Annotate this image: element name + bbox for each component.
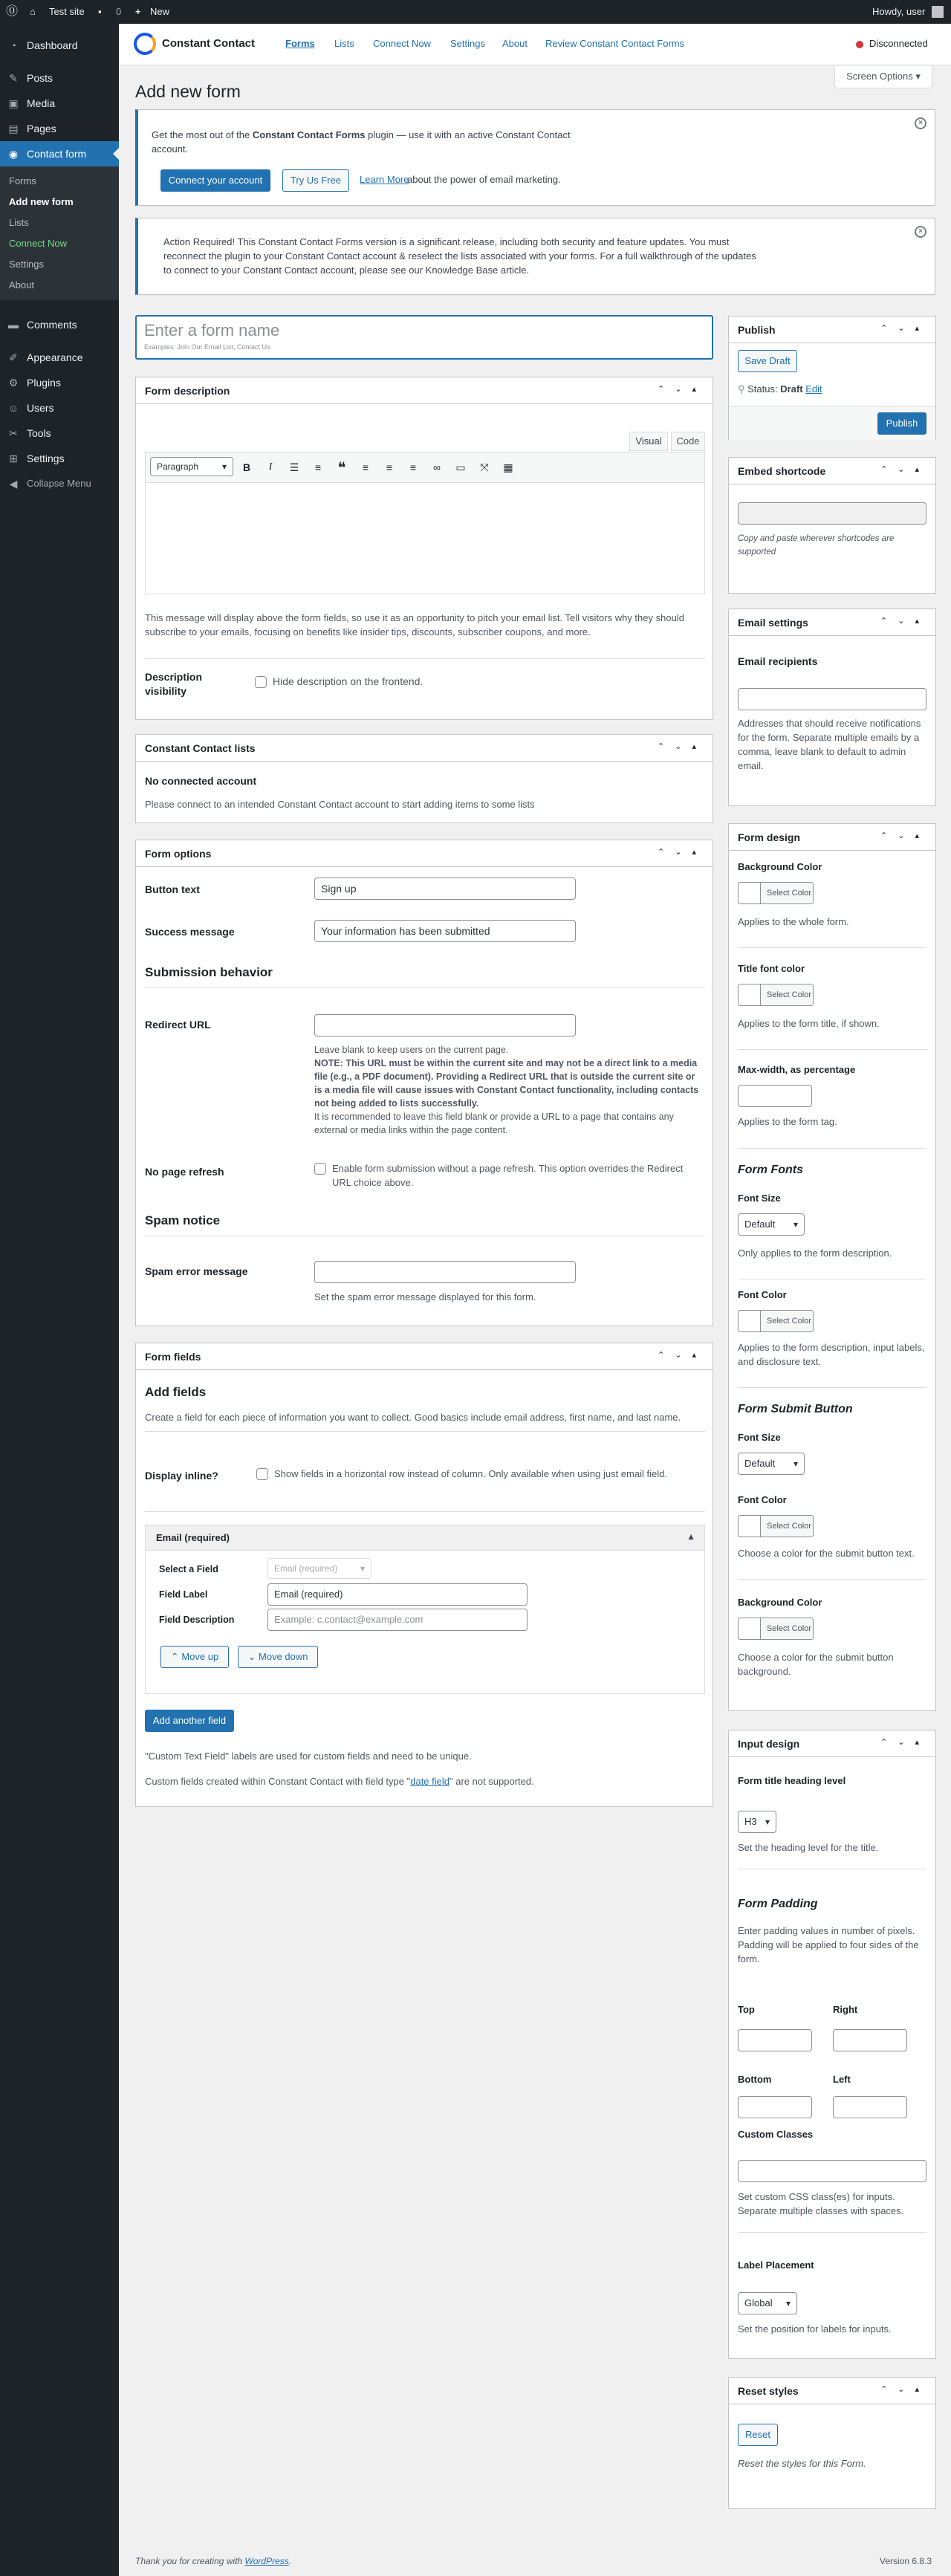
field-label-input[interactable]: Email (required) [267,1583,528,1606]
box-controls[interactable]: ⌃⌄▴ [880,831,929,840]
nav-about[interactable]: About [502,38,528,49]
padding-top-input[interactable] [738,2029,812,2051]
menu-label: Pages [27,123,56,134]
hide-description-label: Hide description on the frontend. [273,675,423,687]
connection-status: Disconnected [869,38,928,49]
new-content-link[interactable]: New [150,6,170,17]
editor-toolbar [145,452,705,483]
no-page-refresh-help: Enable form submission without a page refresh. This option overrides the Redirect URL choice above. [332,1163,684,1188]
form-design-box [728,823,936,1711]
footer-thanks: Thank you for creating with WordPress. [135,2556,292,2566]
title-color-picker[interactable] [738,984,814,1006]
menu-appearance[interactable] [0,345,119,370]
menu-plugins[interactable] [0,370,119,395]
box-title: Input design [738,1738,800,1750]
custom-classes-help: Set custom CSS class(es) for inputs. Separate multiple classes with spaces. [738,2191,904,2216]
background-color-help: Applies to the whole form. [738,916,849,927]
font-size-help: Only applies to the form description. [738,1248,892,1259]
box-title: Constant Contact lists [145,742,256,754]
heading-level-select[interactable]: H3 ▾ [738,1811,776,1833]
dismiss-icon[interactable]: × [915,226,926,238]
divider [738,2232,926,2233]
reset-button[interactable]: Reset [738,2424,778,2446]
admin-bar [0,0,951,24]
button-text-label: Button text [145,883,200,895]
menu-label: Media [27,97,56,109]
menu-label: Appearance [27,351,83,363]
publish-box [728,316,936,440]
connect-account-button[interactable]: Connect your account [160,169,270,192]
spam-message-input[interactable] [314,1261,576,1283]
divider [738,1579,926,1580]
align-center-icon[interactable]: ≡ [386,461,393,473]
padding-left-label: Left [833,2074,851,2085]
select-color-label: Select Color [767,889,811,898]
move-down-label: Move down [259,1651,308,1662]
tab-code[interactable]: Code [671,432,705,451]
field-item-email [145,1525,705,1694]
padding-bottom-label: Bottom [738,2074,772,2085]
tab-visual[interactable]: Visual [629,432,668,451]
box-title: Form description [145,385,230,397]
add-another-field-button[interactable]: Add another field [145,1710,234,1732]
max-width-input[interactable] [738,1085,812,1107]
embed-help: Copy and paste wherever shortcodes are supported [738,534,895,557]
nav-review[interactable]: Review Constant Contact Forms [545,38,685,49]
color-swatch [739,1516,761,1537]
avatar[interactable] [932,6,944,18]
success-message-label: Success message [145,926,235,938]
divider [738,1387,926,1388]
connect-notice [135,109,935,206]
up-arrow-icon: ⌃ [170,1651,182,1662]
nav-forms[interactable]: Forms [285,38,315,49]
menu-media[interactable] [0,91,119,116]
spam-heading: Spam notice [145,1213,221,1227]
select-field-label: Select a Field [159,1564,218,1574]
label-placement-select[interactable]: Global ▾ [738,2292,797,2314]
plugin-icon: ⚙ [8,377,19,389]
menu-contact-form[interactable] [0,141,119,166]
box-controls[interactable]: ⌃⌄▴ [658,848,707,857]
status-value: Draft [780,383,803,395]
submit-bg-color-picker[interactable] [738,1618,814,1640]
home-icon: ⌂ [30,6,36,17]
divider [145,1431,705,1432]
down-arrow-icon: ⌄ [247,1651,259,1662]
date-field-note: Custom fields created within Constant Contact with field type "date field" are not supported. [145,1776,534,1787]
form-name-field[interactable] [135,315,713,360]
date-field-link[interactable]: date field [410,1776,449,1787]
color-swatch [739,1311,761,1331]
spam-help: Set the spam error message displayed for this form. [314,1291,536,1302]
users-icon: ☺ [7,402,19,414]
numbered-list-icon[interactable]: ≡ [314,461,322,473]
screen-options-button[interactable]: Screen Options ▾ [834,66,932,88]
reset-help: Reset the styles for this Form. [738,2458,866,2469]
form-name-placeholder: Enter a form name [144,321,280,340]
redirect-url-input[interactable] [314,1014,576,1036]
field-description-label: Field Description [159,1615,235,1625]
box-title: Form options [145,848,212,860]
edit-status-link[interactable]: Edit [805,383,822,395]
menu-label: Settings [27,452,65,464]
button-text-input[interactable]: Sign up [314,877,576,900]
select-color-label: Select Color [767,1624,811,1633]
custom-text-note: "Custom Text Field" labels are used for custom fields and need to be unique. [145,1751,472,1762]
max-width-help: Applies to the form tag. [738,1116,837,1127]
align-left-icon[interactable]: ≡ [362,461,369,473]
form-fields-box [135,1343,713,1807]
blockquote-icon[interactable]: ❝ [337,460,346,476]
box-title: Embed shortcode [738,465,826,477]
brand-name: Constant Contact [162,37,255,50]
format-select[interactable]: Paragraph ▾ [150,457,233,476]
footer-version: Version 6.8.3 [880,2556,932,2566]
comment-icon[interactable]: ▪ [98,6,102,17]
display-inline-help: Show fields in a horizontal row instead of column. Only available when using just email field. [274,1468,667,1479]
field-description-input[interactable]: Example: c.contact@example.com [267,1609,528,1631]
redirect-help: Leave blank to keep users on the current page. NOTE: This URL must be within the current site and may not be a direct link to a media file (e.g., a PDF document). Providing a Redirect URL that is outside the current site or is a media file will cause issues with Constant Contact functionality, including contacts not being added to lists successfully. It is recommended to leave this field blank or provide a URL to a page that contains any external or media links within the page content. [314,1045,699,1135]
background-color-picker[interactable] [738,882,814,904]
collapse-arrow-icon[interactable]: ▲ [687,1531,695,1542]
box-controls[interactable]: ⌃⌄▴ [880,617,929,626]
color-swatch [739,1618,761,1639]
box-controls[interactable]: ⌃⌄▴ [658,742,707,751]
comments-icon: ▬ [8,319,19,331]
divider [738,947,926,948]
font-size-label: Font Size [738,1193,781,1204]
menu-pages[interactable] [0,116,119,141]
email-recipients-label: Email recipients [738,655,818,667]
dashboard-icon: ◔ [10,39,17,51]
display-inline-label: Display inline? [145,1470,218,1482]
no-page-refresh-checkbox[interactable] [314,1163,326,1175]
constant-contact-logo [134,33,156,55]
heading-level-help: Set the heading level for the title. [738,1842,879,1853]
menu-label: Users [27,402,54,414]
field-label-label: Field Label [159,1589,208,1600]
box-controls[interactable]: ⌃⌄▴ [880,465,929,474]
move-up-button[interactable] [160,1646,229,1668]
field-item-title: Email (required) [156,1532,230,1543]
form-name-hint: Examples: Join Our Email List, Contact Us [144,343,270,351]
menu-label: Comments [27,319,77,331]
submenu-add-new-form[interactable]: Add new form [9,196,74,207]
form-description-box [135,377,713,720]
cc-lists-box [135,734,713,823]
learn-more-text: about the power of email marketing. [407,174,561,185]
pin-icon: ✎ [9,72,18,84]
box-controls[interactable]: ⌃⌄▴ [658,1351,707,1360]
menu-label: Dashboard [27,39,78,51]
hide-description-checkbox[interactable] [255,676,267,688]
shortcode-field[interactable] [738,502,926,525]
email-settings-help: Addresses that should receive notifications for the form. Separate multiple emails by a comma, leave blank to default to admin email. [738,718,921,771]
page-title: Add new form [135,82,241,101]
italic-icon[interactable]: I [268,461,273,473]
box-controls[interactable]: ⌃⌄▴ [658,385,707,394]
menu-label: Tools [27,427,51,439]
padding-help: Enter padding values in number of pixels. Padding will be applied to four sides of the form. [738,1925,919,1965]
box-controls[interactable]: ⌃⌄▴ [880,324,929,333]
lists-help: Please connect to an intended Constant Contact account to start adding items to some lists [145,799,535,810]
no-page-refresh-label: No page refresh [145,1166,224,1178]
howdy-user[interactable]: Howdy, user [872,6,926,17]
menu-label: Contact form [27,148,87,160]
box-title: Form design [738,831,801,843]
box-title: Reset styles [738,2385,799,2397]
submit-bg-help: Choose a color for the submit button background. [738,1652,894,1677]
submit-font-size-select[interactable]: Default ▾ [738,1453,805,1475]
menu-dashboard[interactable] [0,33,119,58]
submit-font-size-label: Font Size [738,1432,781,1443]
plus-icon: + [135,6,141,17]
notice-text: Action Required! This Constant Contact Forms version is a significant release, including both security and feature updates. You must reconnect the plugin to your Constant Contact account & reselect the lists associated with your forms. For a full walkthrough of the updates to connect to your Constant Contact account, please see our Knowledge Base article. [163,236,756,276]
display-inline-checkbox[interactable] [256,1468,268,1480]
status-row: ⚲ Status: Draft Edit [738,383,822,395]
redirect-url-label: Redirect URL [145,1019,211,1031]
select-color-label: Select Color [767,1317,811,1326]
link-icon[interactable]: ∞ [433,461,441,473]
box-title: Email settings [738,617,808,629]
toolbar-toggle-icon[interactable]: ▦ [503,461,513,473]
menu-settings[interactable] [0,446,119,471]
nav-settings[interactable]: Settings [450,38,485,49]
settings-icon: ⊞ [9,452,18,464]
pin-icon: ⚲ [738,383,748,395]
dismiss-icon[interactable]: × [915,117,926,129]
input-design-box [728,1730,936,2359]
font-color-picker[interactable] [738,1310,814,1332]
padding-bottom-input[interactable] [738,2096,812,2118]
wordpress-link[interactable]: WordPress [244,2556,289,2566]
font-color-help: Applies to the form description, input labels, and disclosure text. [738,1342,925,1367]
bullet-list-icon[interactable]: ☰ [289,461,299,473]
submenu-settings[interactable]: Settings [9,259,44,270]
move-up-label: Move up [181,1651,219,1662]
save-draft-button[interactable]: Save Draft [738,350,797,372]
box-controls[interactable]: ⌃⌄▴ [880,1738,929,1747]
background-color-label: Background Color [738,861,822,872]
wordpress-icon[interactable]: ⓪ [6,5,19,18]
form-padding-heading: Form Padding [738,1898,818,1910]
read-more-icon[interactable]: ▭ [455,461,466,473]
no-account-label: No connected account [145,775,257,787]
nav-lists[interactable]: Lists [334,38,354,49]
nav-connect-now[interactable]: Connect Now [373,38,432,49]
submenu-lists[interactable]: Lists [9,217,29,228]
label-placement-help: Set the position for labels for inputs. [738,2323,892,2335]
select-color-label: Select Color [767,990,811,999]
divider [738,1148,926,1149]
submit-font-color-label: Font Color [738,1494,787,1505]
embed-shortcode-box [728,457,936,594]
custom-classes-input[interactable] [738,2160,926,2182]
field-item-header[interactable] [146,1525,704,1551]
submission-heading: Submission behavior [145,965,273,979]
submenu-connect-now[interactable]: Connect Now [9,238,68,249]
select-field-dropdown[interactable]: Email (required) ▾ [267,1558,371,1579]
padding-right-input[interactable] [833,2029,907,2051]
menu-label: Collapse Menu [27,478,91,489]
font-size-select[interactable]: Default ▾ [738,1213,805,1236]
learn-more-link[interactable]: Learn More [360,174,409,185]
wrench-icon: ✂ [9,427,18,439]
submenu-about[interactable]: About [9,279,34,291]
divider [145,987,705,988]
comment-count: 0 [116,6,122,17]
submenu-forms[interactable]: Forms [9,175,36,186]
site-name-link[interactable]: Test site [49,6,85,17]
submit-bg-label: Background Color [738,1597,822,1608]
padding-right-label: Right [833,2004,858,2015]
box-title: Form fields [145,1351,201,1363]
brush-icon: ✐ [9,351,18,363]
font-color-label: Font Color [738,1289,787,1300]
box-controls[interactable]: ⌃⌄▴ [880,2385,929,2394]
title-color-label: Title font color [738,963,805,974]
submit-font-color-picker[interactable] [738,1515,814,1537]
admin-menu [0,24,119,2576]
action-required-notice [135,218,935,295]
menu-posts[interactable] [0,65,119,91]
form-fonts-heading: Form Fonts [738,1164,803,1176]
menu-label: Plugins [27,377,61,389]
add-fields-help: Create a field for each piece of information you want to collect. Good basics include email address, first name, and last name. [145,1412,681,1423]
title-color-help: Applies to the form title, if shown. [738,1018,880,1029]
collapse-menu[interactable] [0,471,119,496]
visibility-label: Description visibility [145,671,203,697]
select-color-label: Select Color [767,1522,811,1531]
collapse-icon: ◀ [9,478,18,490]
success-message-input[interactable]: Your information has been submitted [314,920,576,942]
menu-tools[interactable] [0,421,119,446]
menu-users[interactable] [0,395,119,421]
publish-actions [729,406,935,440]
divider [145,1511,705,1512]
notice-text: Get the most out of the Constant Contact Forms plugin — use it with an active Constant Contact account. [152,129,571,155]
align-right-icon[interactable]: ≡ [409,461,417,473]
editor-content-area[interactable] [145,483,705,594]
color-swatch [739,984,761,1005]
description-help: This message will display above the form fields, so use it as an opportunity to pitch your email list. Tell visitors why they should subscribe to your emails, focusing on benefits like insider tips, discounts, subscriber coupons, and more. [145,612,684,637]
divider [145,658,705,659]
move-down-button[interactable] [238,1646,318,1668]
padding-left-input[interactable] [833,2096,907,2118]
max-width-label: Max-width, as percentage [738,1064,856,1075]
publish-button[interactable]: Publish [877,412,926,435]
menu-comments[interactable] [0,312,119,337]
padding-top-label: Top [738,2004,755,2015]
divider [738,1049,926,1050]
form-options-box [135,840,713,1326]
label-placement-label: Label Placement [738,2259,814,2271]
try-us-free-button[interactable]: Try Us Free [282,169,349,192]
status-dot [856,41,863,48]
email-settings-box [728,609,936,806]
plugin-header [119,24,951,65]
color-swatch [739,883,761,903]
spam-message-label: Spam error message [145,1265,248,1277]
box-title: Publish [738,324,776,336]
email-recipients-input[interactable] [738,688,926,710]
reset-styles-box [728,2377,936,2509]
fullscreen-icon[interactable]: ⤧ [480,461,489,473]
submit-button-heading: Form Submit Button [738,1403,853,1415]
heading-level-label: Form title heading level [738,1775,846,1786]
constant-contact-icon: ◉ [8,148,19,160]
custom-classes-label: Custom Classes [738,2129,814,2140]
add-fields-heading: Add fields [145,1385,207,1399]
menu-label: Posts [27,72,53,84]
media-icon: ▣ [8,97,19,109]
submit-font-color-help: Choose a color for the submit button text. [738,1548,915,1559]
bold-icon[interactable]: B [242,461,251,473]
pages-icon: ▤ [8,123,19,134]
